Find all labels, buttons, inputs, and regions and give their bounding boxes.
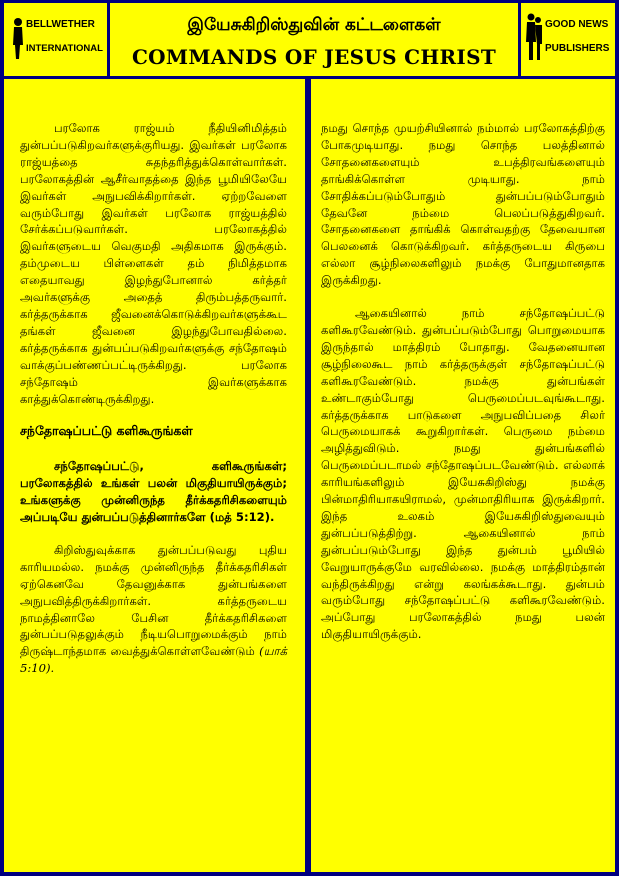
left-paragraph-1: பரலோக ராஜ்யம் நீதியினிமித்தம் துன்பப்படுகிறவர்களுக்குரியது. இவர்கள் பரலோக ராஜ்யத்தை சுதந்தரித்துக்கொள்வார்கள். பரலோகத்தின் ஆசீர்வாதத்தை இந்த பூமியிலேயே இவர்கள் அநுபவிக்கிறார்கள். ஏற்றவேளை வரும்போது இவர்கள் பரலோக ராஜ்யத்தில் சேர்க்கப்படுவார்கள். பரலோகத்தில் இவர்களுடைய வெகுமதி அதிகமாக இருக்கும். தம்முடைய பிள்ளைகள் தம் நிமித்தமாக எதையாவது இழந்துபோனால் கர்த்தர் அவர்களுக்கு அதைத் திரும்பத்தருவார். கர்த்தருக்காக ஜீவனைக்கொடுக்கிறவர்களுக்கூட தங்கள் ஜீவனை இழந்துபோவதில்லை. கர்த்தருக்காக துன்பப்படுகிறவர்களுக்கு சந்தோஷம் வாக்குப்பண்ணப்பட்டிருக்கிறது. பரலோக சந்தோஷம் இவர்களுக்காக காத்துக்கொண்டிருக்கிறது. [20,121,287,406]
bellwether-name: BELLWETHER [26,19,95,30]
right-column [311,79,615,872]
good-news-name: GOOD NEWS [545,19,609,30]
page-header [110,3,518,76]
bellwether-logo [4,3,107,76]
right-paragraph-1: நமது சொந்த முயற்சியினால் நம்மால் பரலோகத்திற்கு போகமுடியாது. நமது சொந்த பலத்தினால் சோதனைகளையும் உபத்திரவங்களையும் தாங்கிக்கொள்ள முடியாது. நாம் சோதிக்கப்படும்போதும் துன்பப்படும்போதும் தேவனே நம்மை பெலப்படுத்துகிறவர். சோதனைகளை தாங்கிக் கொள்வதற்கு தேவையான பெலனைக் கொடுக்கிறவர். கர்த்தருடைய கிருபை எல்லா சூழ்நிலைகளிலும் நமக்கு போதுமானதாக இருக்கிறது. [321,121,605,288]
left-column-text [20,120,287,693]
left-column [4,79,305,872]
section-heading: சந்தோஷப்பட்டு களிகூருங்கள் [20,423,193,439]
good-news-logo [521,3,615,76]
english-title: COMMANDS OF JESUS CHRIST [131,45,497,69]
tamil-title: இயேசுகிறிஸ்துவின் கட்டளைகள் [187,15,441,35]
bellwether-subtitle: INTERNATIONAL [26,43,103,54]
left-paragraph-2 [20,542,287,677]
right-paragraph-2: ஆகையினால் நாம் சந்தோஷப்பட்டு களிகூரவேண்டும். துன்பப்படும்போது பொறுமையாக இருந்தால் மாத்திரம் போதாது. வேதனையான சூழ்நிலைகூட நாம் கர்த்தருக்குள் சந்தோஷப்பட்டு களிகூரவேண்டும். நமக்கு துன்பங்கள் உண்டாகும்போது பெருமைப்படவுங்கூடாது. கர்த்தருக்காக பாடுகளை அநுபவிப்பதை சிலர் பெருமையாகக் கூறுகிறார்கள். பெருமை நம்மை அழித்துவிடும். நமது துன்பங்களில் பெருமைப்படாமல் சந்தோஷப்படவேண்டும். எல்லாக் காரியங்களிலும் இயேசுகிறிஸ்து நமக்கு பின்மாதிரியாகயிராமல், முன்மாதிரியாக இருக்கிறார். இந்த உலகம் இயேசுகிறிஸ்துவையும் துன்பப்படுத்திற்று. ஆகையினால் நாம் துன்பப்படும்போது இந்த துன்பம் பூமியில் வேறுயாருக்குமே வரவில்லை. நமக்கு மாத்திரம்தான் வந்திருக்கிறது என்று கலங்கக்கூடாது. துன்பம் வரும்போது சந்தோஷப்பட்டு களிகூரவேண்டும். அப்போது பரலோகத்தில் நமது பலன் மிகுதியாயிருக்கும். [321,306,605,642]
shepherd-icon [11,17,25,59]
people-icon [525,12,543,62]
good-news-subtitle: PUBLISHERS [545,43,610,54]
right-column-text [321,120,605,659]
left-paragraph-2-text: கிறிஸ்துவுக்காக துன்பப்படுவது புதிய காரியமல்ல. நமக்கு முன்னிருந்த தீர்க்கதரிசிகள் ஏற்கெனவே தேவனுக்காக துன்பங்களை அநுபவித்திருக்கிறார்கள். கர்த்தருடைய நாமத்தினாலே பேசின தீர்க்கதரிசிகளை துன்பப்படுதலுக்கும் நீடியபொறுமைக்கும் நாம் திருஷ்டாந்தமாக வைத்துக்கொள்ளவேண்டும் [20,542,287,659]
scripture-reference: (யாக் 5:10). [20,644,287,676]
scripture-quote: சந்தோஷப்பட்டு, களிகூருங்கள்; பரலோகத்தில் உங்கள் பலன் மிகுதியாயிருக்கும்; உங்களுக்கு முன்னிருந்த தீர்க்கதரிசிகளையும் அப்படியே துன்பப்படுத்தினார்களே (மத் 5:12). [20,459,287,525]
